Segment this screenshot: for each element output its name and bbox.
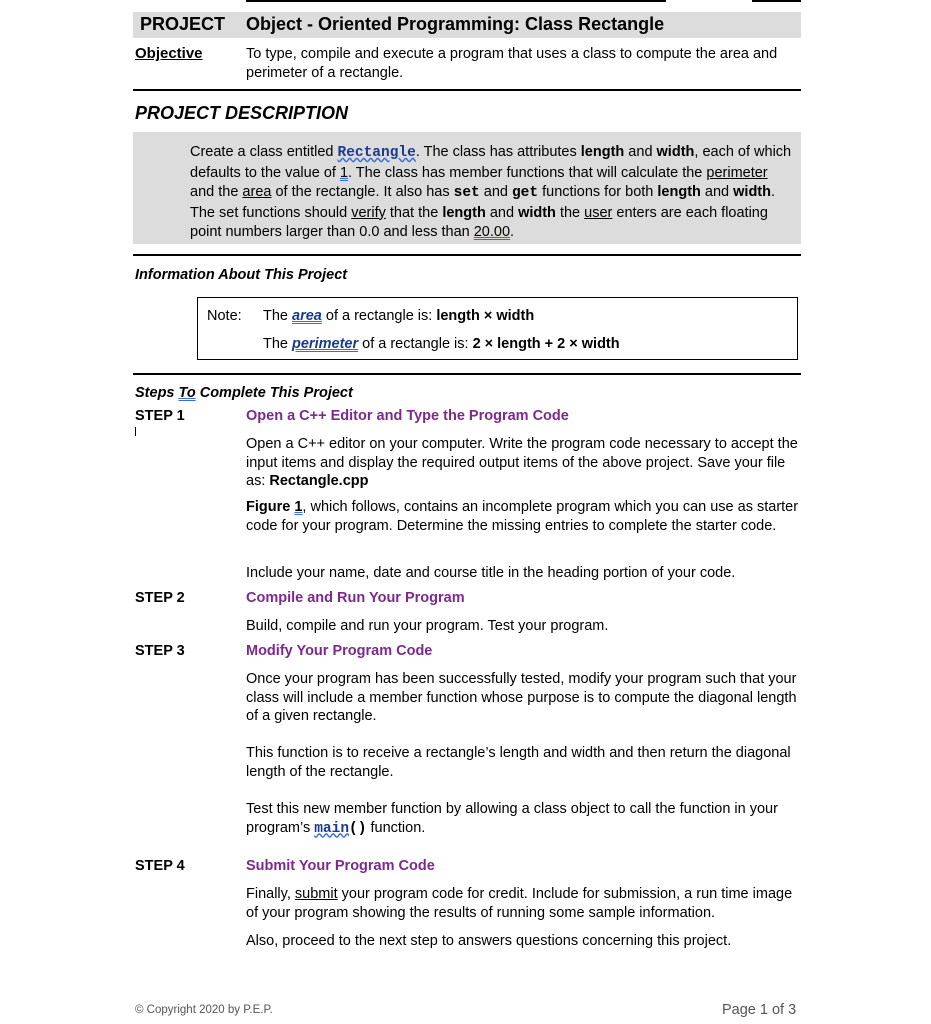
section-divider	[133, 373, 801, 375]
info-heading: Information About This Project	[135, 267, 348, 283]
steps-heading: Steps To Complete This Project	[135, 385, 353, 401]
step-2-label: STEP 2	[135, 590, 185, 606]
step-4-next-note: Also, proceed to the next step to answers questions concerning this project.	[246, 933, 732, 949]
description-text: Create a class entitled Rectangle. The class has attributes length and width, each of which defaults to the value of 1. The class has member functions that will calculate the perimeter and the area of the rectangle. It also has set and get functions for both length and width. The set functions should verify that the length and width the user enters are each floating point numbers larger than 0.0 and less than 20.00.	[190, 144, 792, 240]
copyright: © Copyright 2020 by P.E.P.	[135, 1004, 273, 1016]
step-4-heading: Submit Your Program Code	[246, 858, 435, 874]
step-2-heading: Compile and Run Your Program	[246, 590, 465, 606]
step-3-paragraph: Once your program has been successfully tested, modify your program such that your class will include a member function whose purpose is to compute the diagonal length of a given rectangle.	[246, 671, 797, 724]
step-1-paragraph: Open a C++ editor on your computer. Write the program code necessary to accept the input items and display the required output items of the above project. Save your file as: Rectangle.cpp	[246, 436, 798, 489]
step-3-label: STEP 3	[135, 643, 185, 659]
step-3-test-note: Test this new member function by allowing a class object to call the function in your program’s main() function.	[246, 801, 778, 837]
step-4-label: STEP 4	[135, 858, 185, 874]
section-divider	[133, 254, 801, 256]
step-1-heading-note: Include your name, date and course title in the heading portion of your code.	[246, 565, 736, 581]
step-1-label: STEP 1	[135, 408, 185, 424]
step-3-function-note: This function is to receive a rectangle’s length and width and then return the diagonal length of the rectangle.	[246, 745, 791, 780]
description-heading: PROJECT DESCRIPTION	[135, 103, 349, 123]
perimeter-formula-line: The perimeter of a rectangle is: 2 × length + 2 × width	[263, 336, 620, 352]
note-label: Note:	[207, 308, 242, 324]
step-3-heading: Modify Your Program Code	[246, 643, 433, 659]
step-1-figure-note: Figure 1, which follows, contains an incomplete program which you can use as starter code for your program. Determine the missing entries to complete the starter code.	[246, 499, 799, 534]
step-4-paragraph: Finally, submit your program code for credit. Include for submission, a run time image of your program showing the results of running some sample information.	[246, 886, 793, 921]
area-formula-line: The area of a rectangle is: length × width	[263, 308, 535, 324]
section-divider	[133, 89, 801, 91]
project-label: PROJECT	[140, 14, 226, 34]
text-cursor	[135, 427, 136, 436]
top-rule-right	[752, 0, 801, 2]
step-1-heading: Open a C++ Editor and Type the Program Code	[246, 408, 569, 424]
page-number: Page 1 of 3	[722, 1002, 797, 1018]
objective-text: To type, compile and execute a program that uses a class to compute the area and perimeter of a rectangle.	[246, 46, 778, 81]
top-rule-left	[246, 0, 666, 2]
objective-label: Objective	[135, 45, 203, 62]
step-2-paragraph: Build, compile and run your program. Test your program.	[246, 618, 609, 634]
page-title: Object - Oriented Programming: Class Rectangle	[246, 14, 665, 34]
